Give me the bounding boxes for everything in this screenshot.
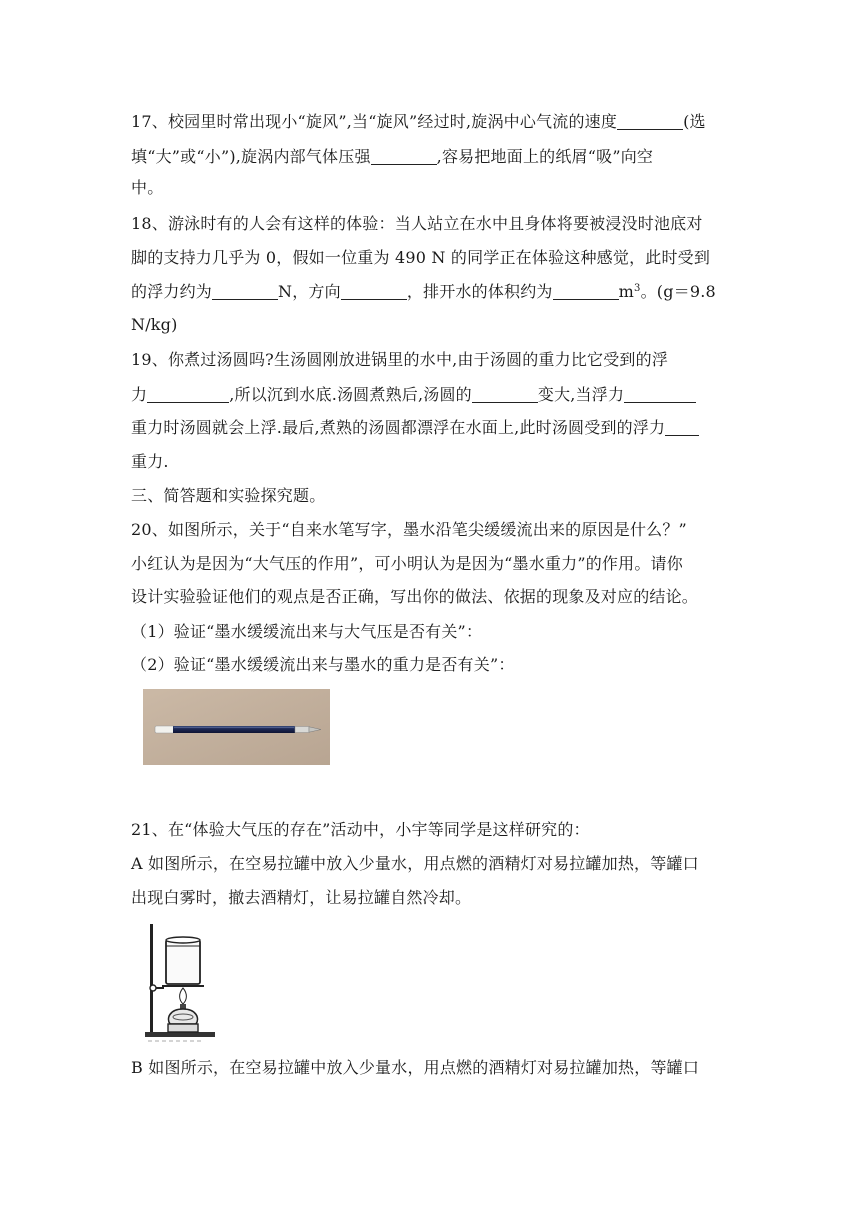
q18-text: 的浮力约为	[131, 282, 213, 301]
q17-line-3: 中。	[131, 178, 164, 197]
q17-text: (选	[683, 112, 706, 131]
q18-blank-2[interactable]	[341, 283, 407, 300]
q18-text: m	[618, 282, 635, 301]
q18-blank-1[interactable]	[212, 283, 278, 300]
section-heading: 三、简答题和实验探究题。	[131, 486, 326, 505]
q19-line-4: 重力.	[131, 452, 169, 471]
q20-line-1: 20、如图所示，关于“自来水笔写字，墨水沿笔尖缓缓流出来的原因是什么？”	[131, 520, 687, 539]
q21-a-line-1: A 如图所示，在空易拉罐中放入少量水，用点燃的酒精灯对易拉罐加热，等罐口	[131, 854, 699, 873]
q18-blank-3[interactable]	[553, 283, 619, 300]
q19-line-1: 19、你煮过汤圆吗?生汤圆刚放进锅里的水中,由于汤圆的重力比它受到的浮	[131, 350, 669, 369]
q20-sub-1: （1）验证“墨水缓缓流出来与大气压是否有关”：	[131, 622, 483, 641]
pen-refill-photo	[143, 689, 330, 765]
q18-text: N，方向	[278, 282, 341, 301]
q19-blank-2[interactable]	[472, 386, 538, 403]
q18-line-1: 18、游泳时有的人会有这样的体验：当人站立在水中且身体将要被浸没时池底对	[131, 214, 703, 233]
q17-blank-1[interactable]	[617, 113, 683, 130]
q19-line-2	[131, 383, 735, 407]
q18-line-3	[131, 280, 735, 304]
q19-text: ,所以沉到水底.汤圆煮熟后,汤圆的	[229, 385, 472, 404]
q17-line-1	[131, 110, 735, 134]
q21-b-line-1: B 如图所示，在空易拉罐中放入少量水，用点燃的酒精灯对易拉罐加热，等罐口	[131, 1058, 700, 1077]
q19-blank-1[interactable]	[147, 386, 229, 403]
q21-line-1: 21、在“体验大气压的存在”活动中，小宇等同学是这样研究的：	[131, 820, 590, 839]
q17-text: 填“大”或“小”),旋涡内部气体压强	[131, 147, 371, 166]
q20-sub-2: （2）验证“墨水缓缓流出来与墨水的重力是否有关”：	[131, 655, 515, 674]
q17-text: 17、校园里时常出现小“旋风”,当“旋风”经过时,旋涡中心气流的速度	[131, 112, 618, 131]
q19-blank-3[interactable]	[624, 386, 696, 403]
q17-text: ,容易把地面上的纸屑“吸”向空	[436, 147, 654, 166]
q18-line-4: N/kg)	[131, 315, 178, 334]
q18-text: 。(g＝9.8	[640, 282, 716, 301]
q19-line-3	[131, 416, 735, 440]
heating-apparatus-diagram	[142, 920, 218, 1044]
q19-blank-4[interactable]	[665, 419, 699, 436]
q19-text: 重力时汤圆就会上浮.最后,煮熟的汤圆都漂浮在水面上,此时汤圆受到的浮力	[131, 418, 666, 437]
q19-text: 力	[131, 385, 148, 404]
q21-a-line-2: 出现白雾时，撤去酒精灯，让易拉罐自然冷却。	[131, 888, 472, 907]
q18-line-2: 脚的支持力几乎为 0，假如一位重为 490 N 的同学正在体验这种感觉，此时受到	[131, 248, 711, 267]
q18-superscript: 3	[634, 283, 641, 294]
q19-text: 变大,当浮力	[537, 385, 625, 404]
q17-line-2	[131, 145, 735, 169]
q18-text: ，排开水的体积约为	[406, 282, 553, 301]
q20-line-3: 设计实验验证他们的观点是否正确，写出你的做法、依据的现象及对应的结论。	[131, 587, 699, 606]
q20-line-2: 小红认为是因为“大气压的作用”，可小明认为是因为“墨水重力”的作用。请你	[131, 554, 683, 573]
q17-blank-2[interactable]	[371, 148, 437, 165]
